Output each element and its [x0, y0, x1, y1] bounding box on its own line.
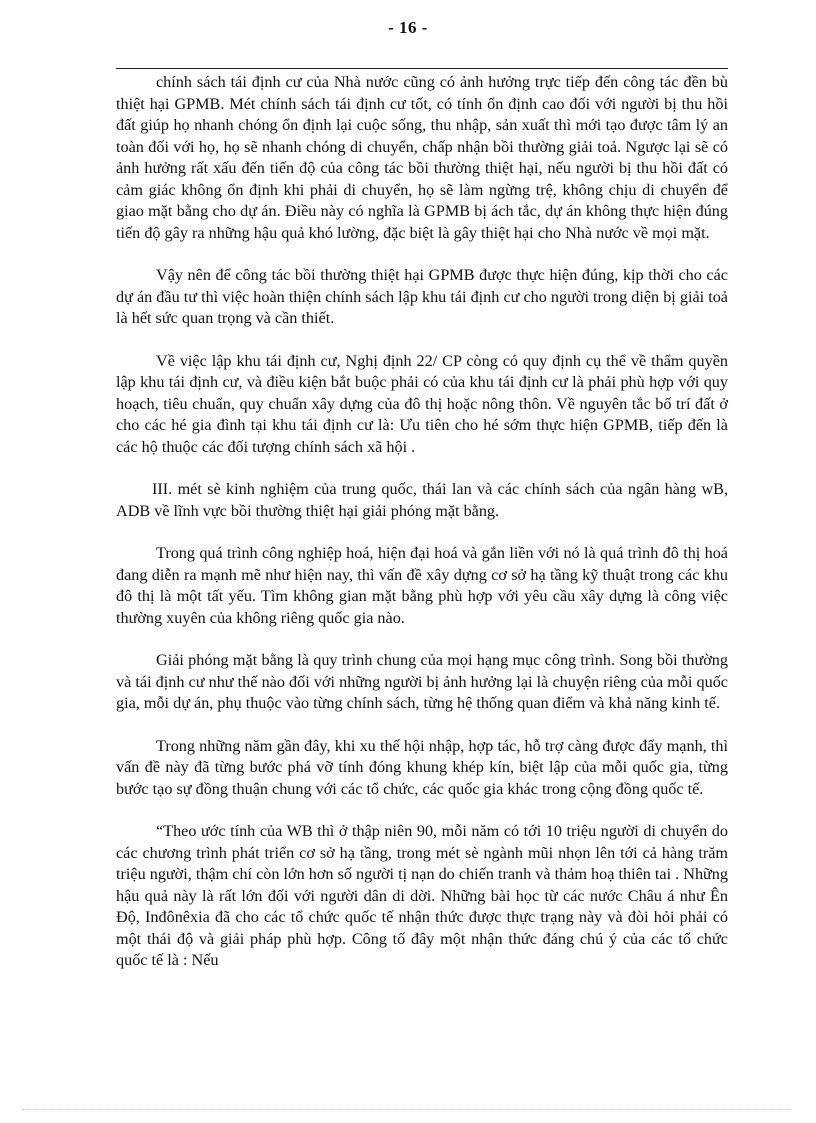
paragraph-gap: [116, 800, 728, 821]
paragraph-gap: [116, 330, 728, 351]
paragraph-gap: [116, 458, 728, 479]
document-body: [116, 72, 728, 972]
paragraph-4: Trong quá trình công nghiệp hoá, hiện đại hoá và gắn liền với nó là quá trình đô thị hoá đang diễn ra mạnh mẽ như hiện nay, thì vấn đề xây dựng cơ sở hạ tầng kỹ thuật trong các khu đô thị là một tất yếu. Tìm không gian mặt bằng phù hợp với yêu cầu xây dựng là công việc thường xuyên của không riêng quốc gia nào.: [116, 544, 728, 627]
paragraph-5: Giải phóng mặt bằng là quy trình chung của mọi hạng mục công trình. Song bồi thường và tái định cư như thế nào đối với những người bị ảnh hưởng lại là chuyện riêng của mỗi quốc gia, mỗi dự án, phụ thuộc vào từng chính sách, từng hệ thống quan điểm và khả năng kinh tế.: [116, 651, 728, 712]
paragraph-1: chính sách tái định cư của Nhà nước cũng có ảnh hưởng trực tiếp đến công tác đền bù thiệt hại GPMB. Mét chính sách tái định cư tốt, có tính ổn định cao đối với người bị thu hồi đất giúp họ nhanh chóng ổn định lại cuộc sống, thu nhập, sản xuất thì mới tạo được tâm lý an toàn đối với họ, họ sẽ nhanh chóng di chuyển, chấp nhận bồi thường giải toả. Ngược lại sẽ có ảnh hưởng rất xấu đến tiến độ của công tác bồi thường thiệt hại, nếu người bị thu hồi đất có cảm giác không ổn định khi phải di chuyển, họ sẽ làm ngừng trệ, không chịu di chuyển để giao mặt bằng cho dự án. Điều này có nghĩa là GPMB bị ách tắc, dự án không thực hiện đúng tiến độ gây ra những hậu quả khó lường, đặc biệt là gây thiệt hại cho Nhà nước về mọi mặt.: [116, 73, 728, 242]
paragraph-gap: [116, 629, 728, 650]
paragraph-gap: [116, 715, 728, 736]
header-rule: [116, 68, 728, 69]
paragraph-7: “Theo ước tính của WB thì ở thập niên 90, mỗi năm có tới 10 triệu người di chuyển do các chương trình phát triển cơ sở hạ tầng, trong mét sè ngành mũi nhọn lên tới cả hàng trăm triệu người, thậm chí còn lớn hơn số người tị nạn do chiến tranh và thảm hoạ thiên tai . Những hậu quả này là rất lớn đối với người dân di dời. Những bài học từ các nước Châu á như Ên Độ, Inđônêxia đã cho các tổ chức quốc tế nhận thức được thực trạng này và đòi hỏi phải có một thái độ và giải pháp phù hợp. Công tố đây một nhận thức đáng chú ý của các tổ chức quốc tế là : Nếu: [116, 822, 728, 969]
paragraph-2: Vậy nên để công tác bồi thường thiệt hại GPMB được thực hiện đúng, kịp thời cho các dự án đầu tư thì việc hoàn thiện chính sách lập khu tái định cư cho người trong diện bị giải toả là hết sức quan trọng và cần thiết.: [116, 266, 728, 327]
paragraph-gap: [116, 522, 728, 543]
paragraph-gap: [116, 244, 728, 265]
page-number: - 16 -: [388, 18, 428, 37]
page-bottom-border: [22, 1109, 792, 1110]
paragraph-6: Trong những năm gần đây, khi xu thế hội nhập, hợp tác, hỗ trợ càng được đẩy mạnh, thì vấn đề này đã từng bước phá vỡ tính đóng khung khép kín, biệt lập của mỗi quốc gia, từng bước tạo sự đồng thuận chung với các tổ chức, các quốc gia khác trong cộng đồng quốc tế.: [116, 736, 728, 798]
section-heading: III. mét sè kinh nghiệm của trung quốc, thái lan và các chính sách của ngân hàng wB, ADB về lĩnh vực bồi thường thiệt hại giải phóng mặt bằng.: [116, 480, 728, 520]
paragraph-3: Về việc lập khu tái định cư, Nghị định 22/ CP còng có quy định cụ thể về thẩm quyền lập khu tái định cư, và điều kiện bắt buộc phải có của khu tái định cư là phải phù hợp với quy hoạch, tiêu chuẩn, quy chuẩn xây dựng của đô thị hoặc nông thôn. Về nguyên tắc bố trí đất ở cho các hé gia đình tại khu tái định cư là: Ưu tiên cho hé sớm thực hiện GPMB, tiếp đến là các hộ thuộc các đối tượng chính sách xã hội .: [116, 351, 728, 456]
